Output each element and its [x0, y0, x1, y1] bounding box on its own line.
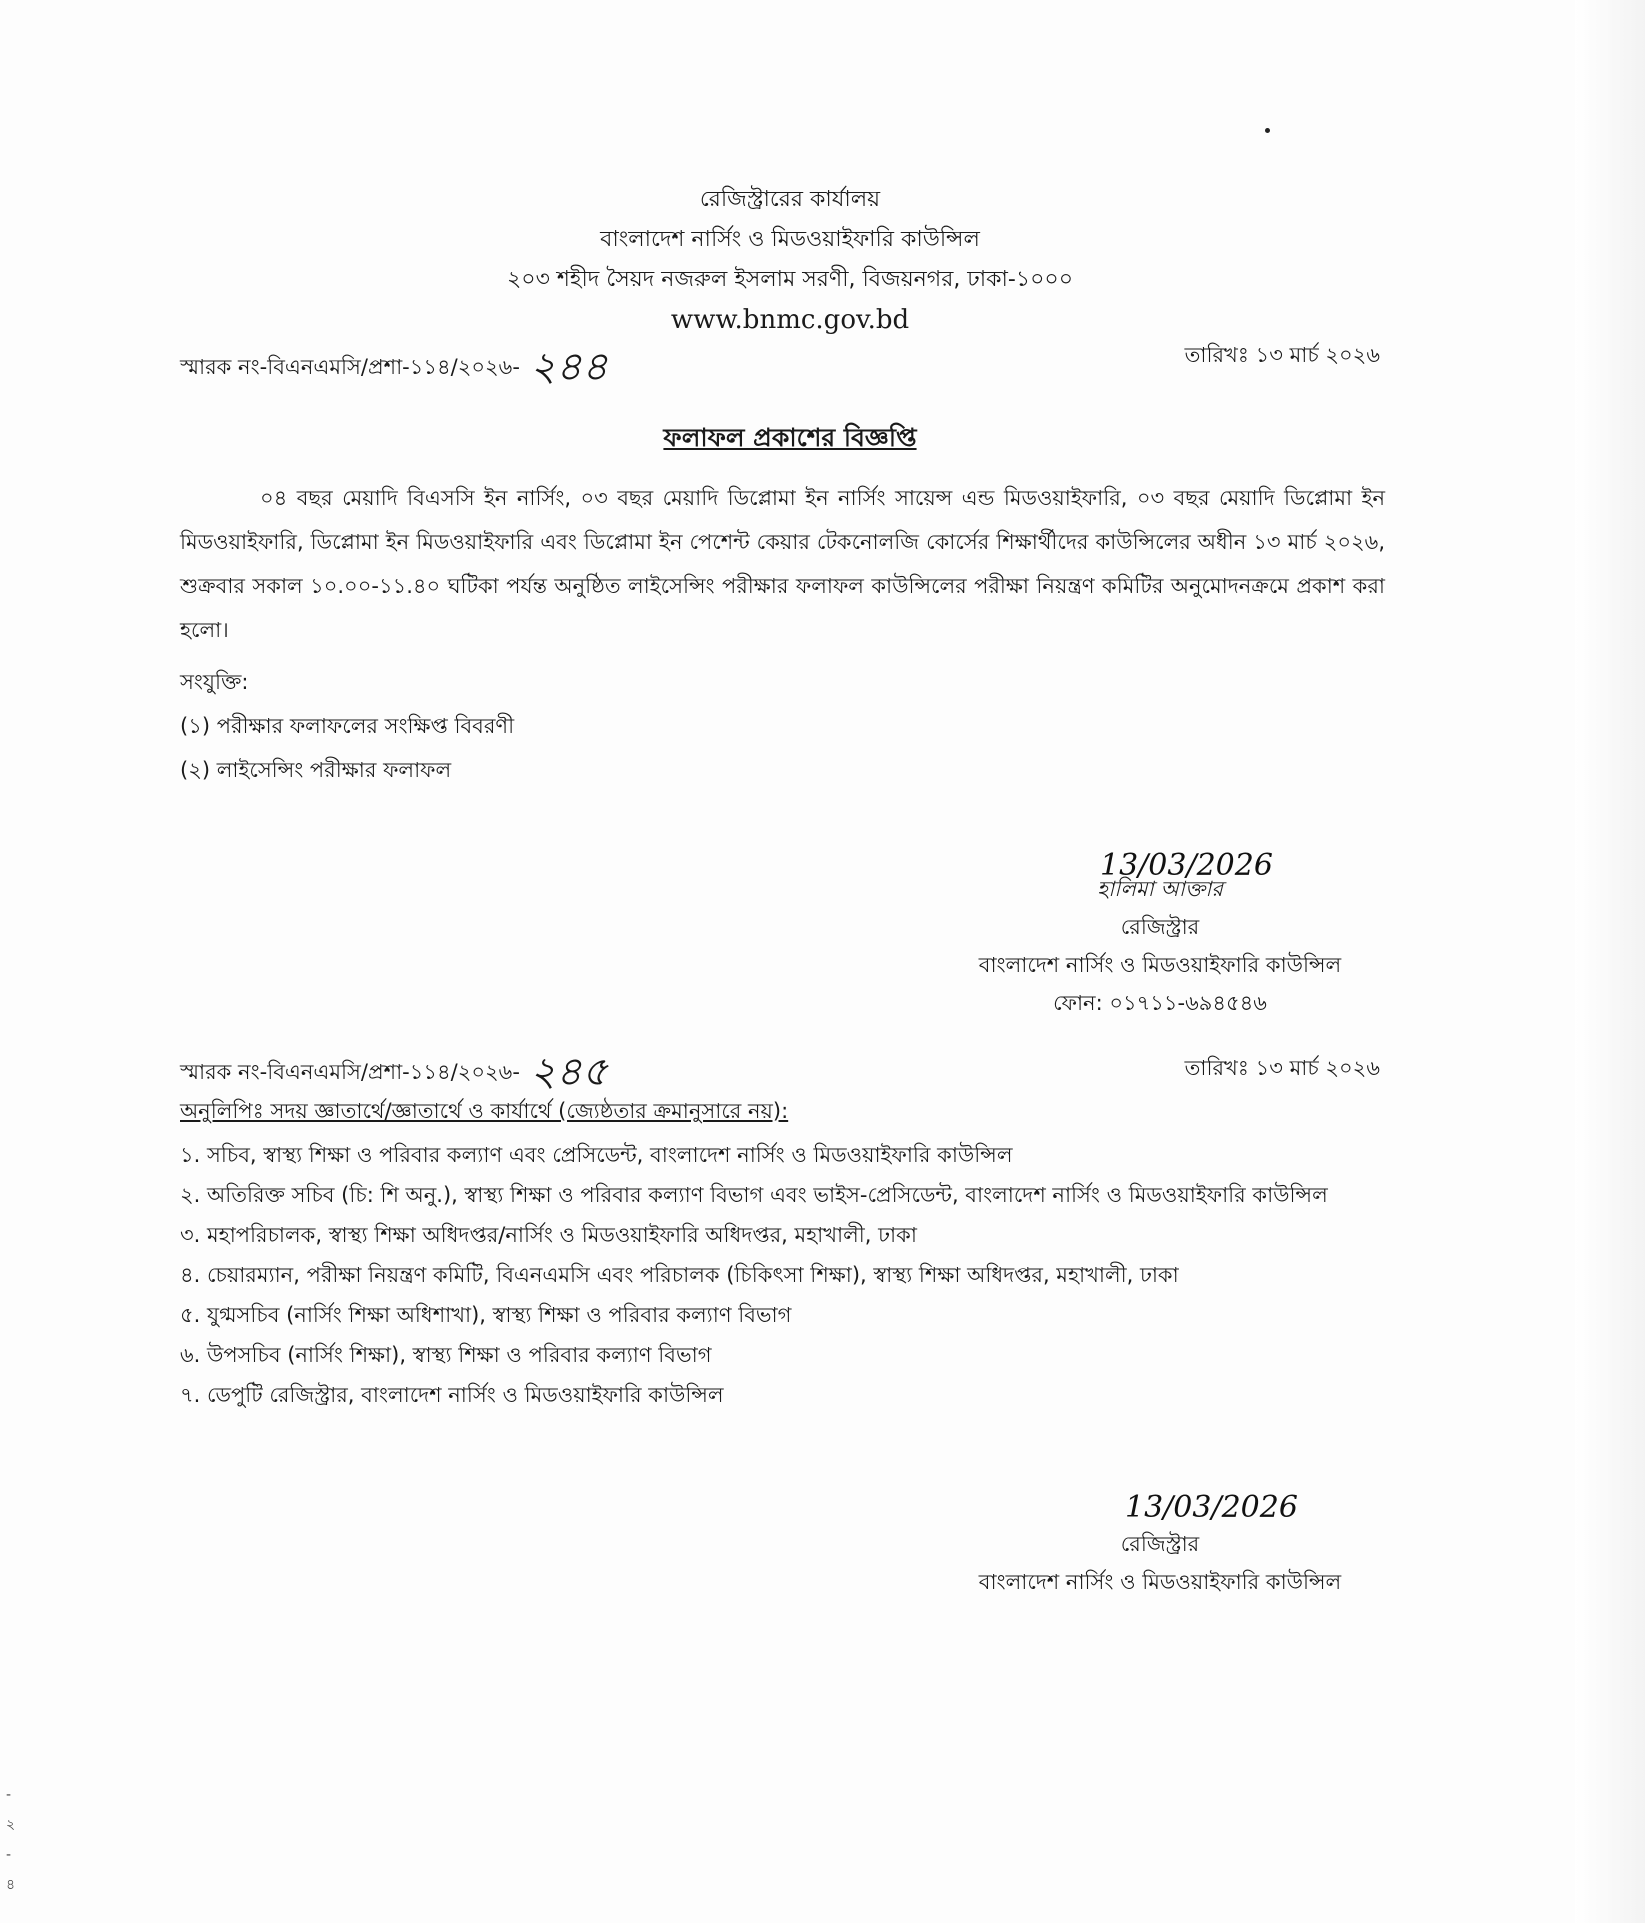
- office-name: রেজিস্ট্রারের কার্যালয়: [699, 187, 881, 212]
- margin-mark: -: [6, 1847, 12, 1863]
- attachments-heading: সংযুক্তি:: [180, 670, 249, 694]
- signatory-block-2: [940, 1525, 1380, 1601]
- scan-edge-shadow: [1575, 0, 1645, 1923]
- memo-number-text: স্মারক নং-বিএনএমসি/প্রশা-১১৪/২০২৬-: [180, 355, 520, 379]
- memo-date: তারিখঃ ১৩ মার্চ ২০২৬: [1184, 1056, 1380, 1080]
- attachment-item: (১) পরীক্ষার ফলাফলের সংক্ষিপ্ত বিবরণী: [180, 714, 515, 738]
- memo-number: [180, 335, 608, 402]
- memo-number-text: স্মারক নং-বিএনএমসি/প্রশা-১১৪/২০২৬-: [180, 1060, 520, 1084]
- scan-speck: [1265, 128, 1270, 133]
- copy-to-item: ৪. চেয়ারম্যান, পরীক্ষা নিয়ন্ত্রণ কমিটি, বিএনএমসি এবং পরিচালক (চিকিৎসা শিক্ষা), স্বাস্থ্য শিক্ষা অধিদপ্তর, মহাখালী, ঢাকা: [180, 1263, 1179, 1287]
- memo-date: তারিখঃ ১৩ মার্চ ২০২৬: [1184, 343, 1380, 367]
- copy-to-item: ১. সচিব, স্বাস্থ্য শিক্ষা ও পরিবার কল্যাণ এবং প্রেসিডেন্ট, বাংলাদেশ নার্সিং ও মিডওয়াইফারি কাউন্সিল: [180, 1143, 1013, 1167]
- copy-to-item: ৬. উপসচিব (নার্সিং শিক্ষা), স্বাস্থ্য শিক্ষা ও পরিবার কল্যাণ বিভাগ: [180, 1343, 712, 1367]
- council-name: বাংলাদেশ নার্সিং ও মিডওয়াইফারি কাউন্সিল: [600, 227, 980, 252]
- signatory-organization: বাংলাদেশ নার্সিং ও মিডওয়াইফারি কাউন্সিল: [978, 1570, 1342, 1594]
- signatory-designation: রেজিস্ট্রার: [1120, 1532, 1200, 1556]
- copy-to-item: ৫. যুগ্মসচিব (নার্সিং শিক্ষা অধিশাখা), স্বাস্থ্য শিক্ষা ও পরিবার কল্যাণ বিভাগ: [180, 1303, 792, 1327]
- margin-marks: [6, 1780, 15, 1900]
- handwritten-memo-number: ২৪৫: [529, 1049, 608, 1095]
- margin-mark: -: [6, 1787, 12, 1803]
- office-address: ২০৩ শহীদ সৈয়দ নজরুল ইসলাম সরণী, বিজয়নগর, ঢাকা-১০০০: [506, 267, 1074, 292]
- signatory-block-1: [940, 870, 1380, 1022]
- memo-row-1: [180, 335, 1380, 390]
- margin-mark: ৪: [6, 1877, 16, 1893]
- copy-to-list: [180, 1135, 1385, 1415]
- signatory-phone: ফোন: ০১৭১১-৬৯৪৫৪৬: [1053, 991, 1267, 1015]
- attachment-item: (২) লাইসেন্সিং পরীক্ষার ফলাফল: [180, 758, 452, 782]
- notice-body: ০৪ বছর মেয়াদি বিএসসি ইন নার্সিং, ০৩ বছর মেয়াদি ডিপ্লোমা ইন নার্সিং সায়েন্স এন্ড মিডওয়াইফারি, ০৩ বছর মেয়াদি ডিপ্লোমা ইন মিডওয়াইফারি, ডিপ্লোমা ইন মিডওয়াইফারি এবং ডিপ্লোমা ইন পেশেন্ট কেয়ার টেকনোলজি কোর্সের শিক্ষার্থীদের কাউন্সিলের অধীন ১৩ মার্চ ২০২৬, শুক্রবার সকাল ১০.০০-১১.৪০ ঘটিকা পর্যন্ত অনুষ্ঠিত লাইসেন্সিং পরীক্ষার ফলাফল কাউন্সিলের পরীক্ষা নিয়ন্ত্রণ কমিটির অনুমোদনক্রমে প্রকাশ করা হলো।: [180, 486, 1385, 642]
- signature-1: 13/03/2026: [1100, 848, 1273, 883]
- handwritten-memo-number: ২৪৪: [529, 344, 608, 390]
- letterhead: [0, 180, 1580, 340]
- website-link[interactable]: www.bnmc.gov.bd: [670, 305, 910, 335]
- attachments: [180, 660, 514, 792]
- copy-to-item: ৭. ডেপুটি রেজিস্ট্রার, বাংলাদেশ নার্সিং ও মিডওয়াইফারি কাউন্সিল: [180, 1383, 724, 1407]
- signature-2: 13/03/2026: [1125, 1490, 1298, 1525]
- memo-row-2: [180, 1040, 1380, 1095]
- signatory-organization: বাংলাদেশ নার্সিং ও মিডওয়াইফারি কাউন্সিল: [978, 953, 1342, 977]
- margin-mark: ২: [6, 1817, 16, 1833]
- signatory-name: হালিমা আক্তার: [1097, 877, 1223, 901]
- copy-to-heading: অনুলিপিঃ সদয় জ্ঞাতার্থে/জ্ঞাতার্থে ও কার্যার্থে (জ্যেষ্ঠতার ক্রমানুসারে নয়):: [180, 1099, 789, 1123]
- copy-to-item: ৩. মহাপরিচালক, স্বাস্থ্য শিক্ষা অধিদপ্তর/নার্সিং ও মিডওয়াইফারি অধিদপ্তর, মহাখালী, ঢাকা: [180, 1223, 917, 1247]
- copy-to-item: ২. অতিরিক্ত সচিব (চি: শি অনু.), স্বাস্থ্য শিক্ষা ও পরিবার কল্যাণ বিভাগ এবং ভাইস-প্রেসিডেন্ট, বাংলাদেশ নার্সিং ও মিডওয়াইফারি কাউন্সিল: [180, 1183, 1328, 1207]
- notice-title: ফলাফল প্রকাশের বিজ্ঞপ্তি: [663, 423, 917, 452]
- signatory-designation: রেজিস্ট্রার: [1120, 915, 1200, 939]
